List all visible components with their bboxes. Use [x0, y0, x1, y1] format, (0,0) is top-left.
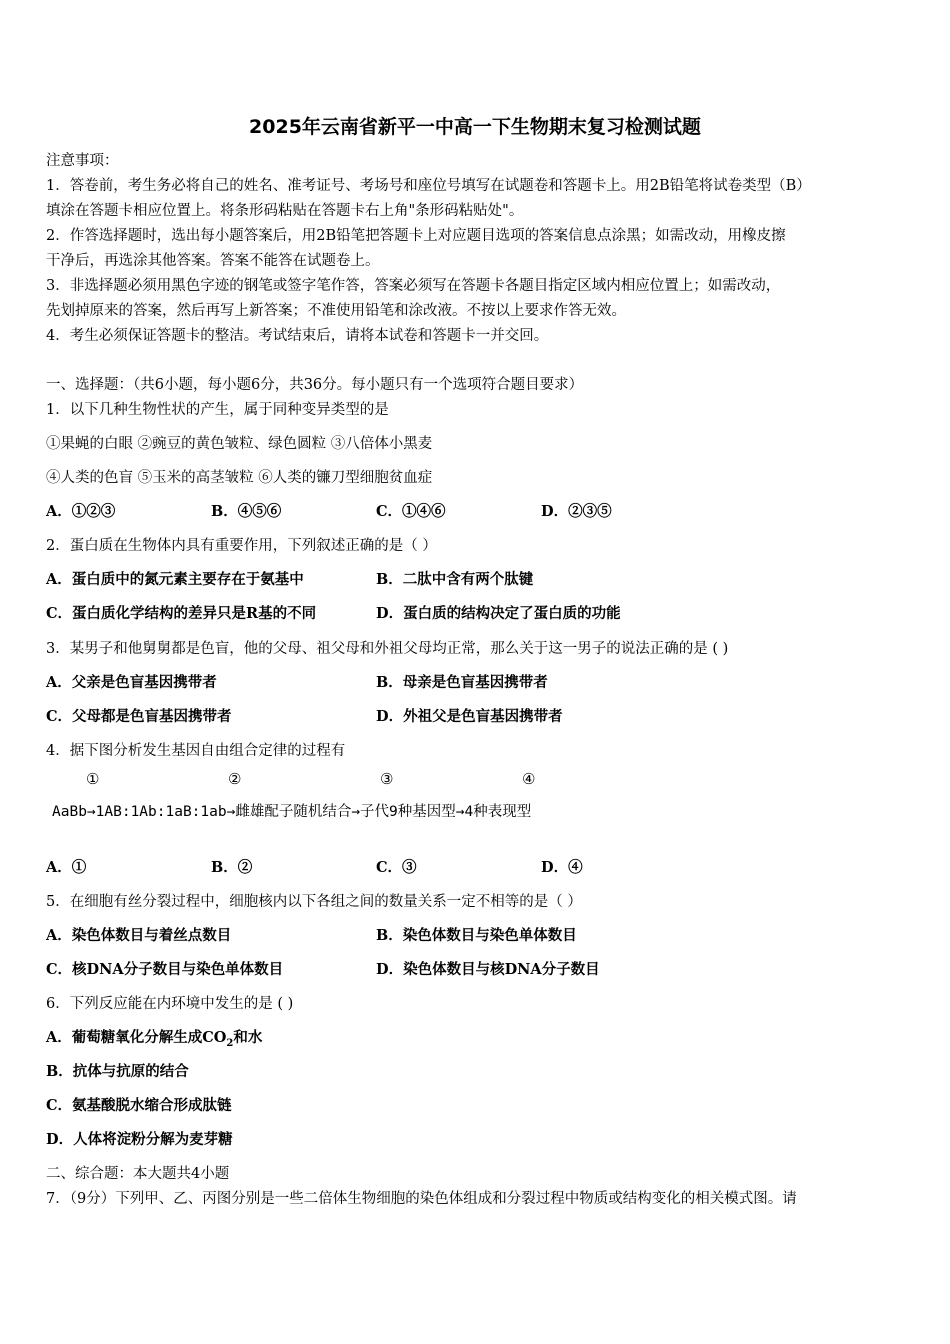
section-heading: 一、选择题：（共6小题，每小题6分，共36分。每小题只有一个选项符合题目要求） [46, 377, 584, 393]
option-b[interactable]: B．二肽中含有两个肽键 [376, 571, 534, 588]
option-a[interactable]: A．①②③ [46, 503, 116, 520]
option-c[interactable]: C．氨基酸脱水缩合形成肽链 [46, 1097, 232, 1114]
option-a[interactable]: A．染色体数目与着丝点数目 [46, 927, 232, 944]
page-title: 2025年云南省新平一中高一下生物期末复习检测试题 [249, 116, 701, 138]
section-heading: 二、综合题：本大题共4小题 [46, 1166, 230, 1182]
notice-line: 填涂在答题卡相应位置上。将条形码粘贴在答题卡右上角"条形码粘贴处"。 [46, 203, 524, 219]
question-stem: 1．以下几种生物性状的产生，属于同种变异类型的是 [46, 402, 389, 418]
option-d[interactable]: D．染色体数目与核DNA分子数目 [376, 961, 600, 978]
option-d[interactable]: D．④ [541, 859, 583, 876]
step-marker-1: ① [86, 770, 100, 788]
option-c[interactable]: C．核DNA分子数目与染色单体数目 [46, 961, 284, 978]
option-d[interactable]: D．②③⑤ [541, 503, 612, 520]
notice-line: 4．考生必须保证答题卡的整洁。考试结束后，请将本试卷和答题卡一并交回。 [46, 328, 549, 344]
question-stem: 3．某男子和他舅舅都是色盲，他的父母、祖父母和外祖父母均正常，那么关于这一男子的说法正确的是 ( ) [46, 641, 729, 657]
option-d[interactable]: D．外祖父是色盲基因携带者 [376, 708, 563, 725]
question-stem: 4．据下图分析发生基因自由组合定律的过程有 [46, 743, 346, 759]
option-d[interactable]: D．蛋白质的结构决定了蛋白质的功能 [376, 605, 621, 622]
option-a-text-end: 和水 [233, 1029, 263, 1046]
option-c[interactable]: C．③ [376, 859, 417, 876]
question-stem: 5．在细胞有丝分裂过程中，细胞核内以下各组之间的数量关系一定不相等的是（ ） [46, 894, 582, 910]
option-a[interactable] [46, 1028, 262, 1054]
question-items: ①果蝇的白眼 ②豌豆的黄色皱粒、绿色圆粒 ③八倍体小黑麦 [46, 436, 433, 452]
option-b[interactable]: B．④⑤⑥ [211, 503, 282, 520]
question-stem: 7．（9分）下列甲、乙、丙图分别是一些二倍体生物细胞的染色体组成和分裂过程中物质或结构变化的相关模式图。请 [46, 1191, 797, 1207]
option-c[interactable]: C．①④⑥ [376, 503, 446, 520]
option-a[interactable]: A．蛋白质中的氮元素主要存在于氨基中 [46, 571, 304, 588]
option-c[interactable]: C．父母都是色盲基因携带者 [46, 708, 232, 725]
option-a[interactable]: A．① [46, 859, 87, 876]
question-stem: 6．下列反应能在内环境中发生的是 ( ) [46, 996, 294, 1012]
option-b[interactable]: B．② [211, 859, 253, 876]
step-marker-4: ④ [522, 770, 536, 788]
notice-heading: 注意事项： [46, 153, 119, 169]
notice-line: 干净后，再选涂其他答案。答案不能答在试题卷上。 [46, 253, 380, 269]
step-marker-2: ② [228, 770, 242, 788]
option-c[interactable]: C．蛋白质化学结构的差异只是R基的不同 [46, 605, 317, 622]
process-chain: AaBb→1AB:1Ab:1aB:1ab→雌雄配子随机结合→子代9种基因型→4种表现型 [52, 804, 532, 820]
option-b[interactable]: B．母亲是色盲基因携带者 [376, 674, 548, 691]
step-marker-3: ③ [380, 770, 394, 788]
question-stem: 2．蛋白质在生物体内具有重要作用，下列叙述正确的是（ ） [46, 538, 437, 554]
notice-line: 2．作答选择题时，选出每小题答案后，用2B铅笔把答题卡上对应题目选项的答案信息点涂黑；如需改动，用橡皮擦 [46, 228, 786, 244]
notice-line: 1．答卷前，考生务必将自己的姓名、准考证号、考场号和座位号填写在试题卷和答题卡上。用2B铅笔将试卷类型（B） [46, 178, 811, 194]
process-diagram [52, 770, 652, 830]
option-b[interactable]: B．抗体与抗原的结合 [46, 1063, 189, 1080]
option-d[interactable]: D．人体将淀粉分解为麦芽糖 [46, 1131, 233, 1148]
notice-line: 3．非选择题必须用黑色字迹的钢笔或签字笔作答，答案必须写在答题卡各题目指定区域内相应位置上；如需改动， [46, 278, 781, 294]
option-a-text: A．葡萄糖氧化分解生成CO [46, 1029, 227, 1046]
option-a[interactable]: A．父亲是色盲基因携带者 [46, 674, 217, 691]
notice-line: 先划掉原来的答案，然后再写上新答案；不准使用铅笔和涂改液。不按以上要求作答无效。 [46, 303, 626, 319]
subscript: 2 [226, 1037, 234, 1049]
option-b[interactable]: B．染色体数目与染色单体数目 [376, 927, 577, 944]
question-items: ④人类的色盲 ⑤玉米的高茎皱粒 ⑥人类的镰刀型细胞贫血症 [46, 470, 433, 486]
